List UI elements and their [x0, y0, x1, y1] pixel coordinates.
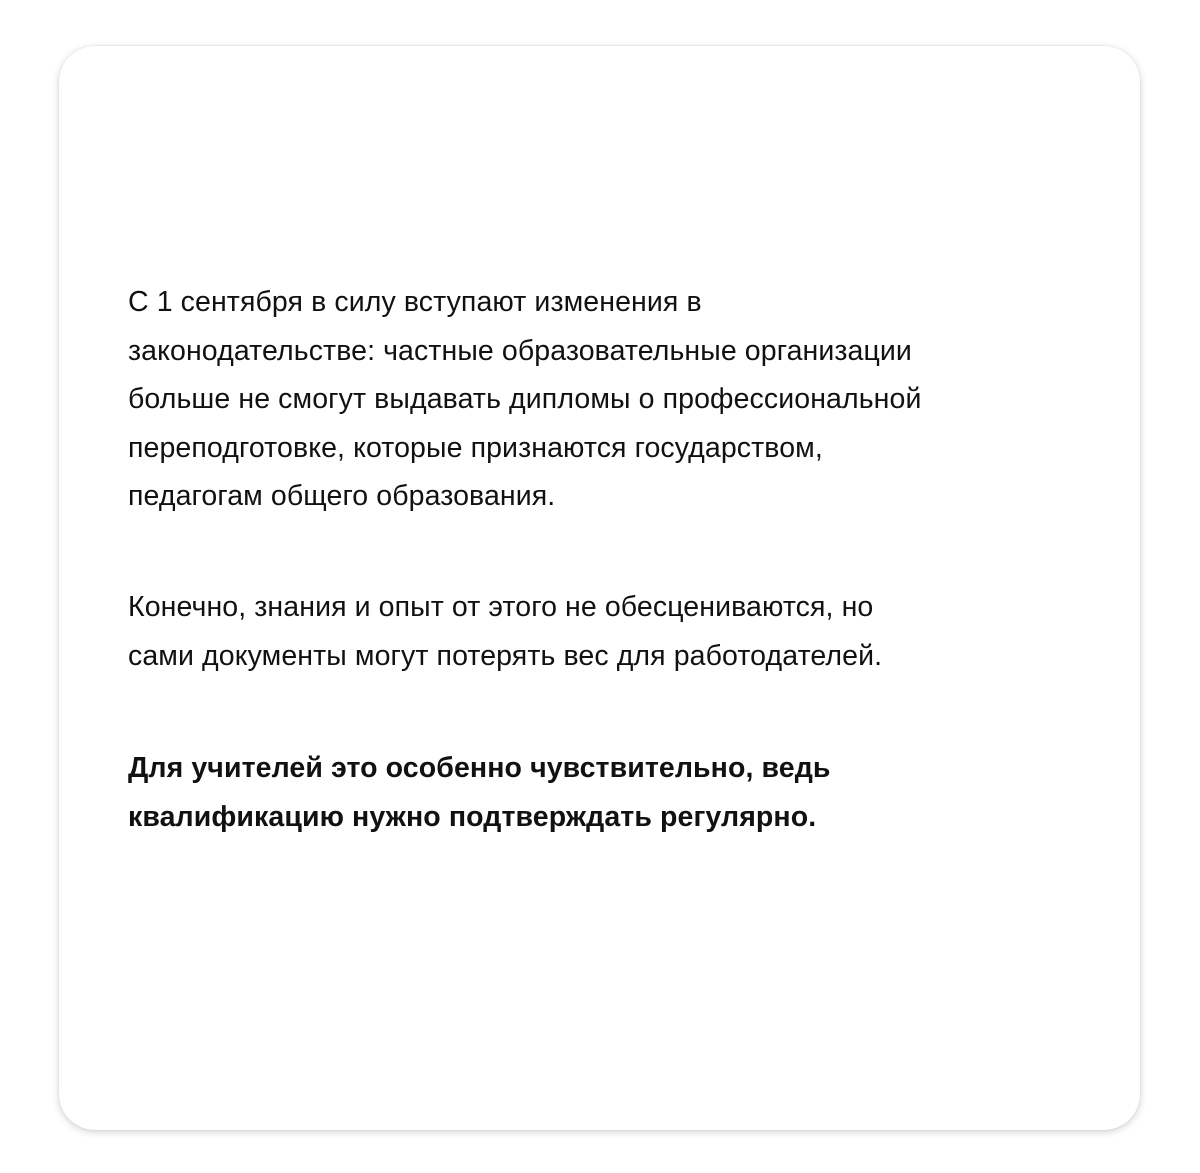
text-line: педагогам общего образования. [128, 480, 556, 512]
text-line: Для учителей это особенно чувствительно, ведь [128, 752, 831, 784]
text-line: переподготовке, которые признаются государством, [128, 431, 823, 464]
paragraph-law-change [128, 278, 921, 521]
text-line: сами документы могут потерять вес для работодателей. [128, 639, 883, 672]
text-line: законодательстве: частные образовательные организации [128, 334, 912, 367]
paragraph-teachers-emphasis [128, 744, 831, 841]
text-line: Конечно, знания и опыт от этого не обесцениваются, но [128, 591, 874, 623]
text-line: квалификацию нужно подтверждать регулярно. [128, 800, 817, 833]
paragraph-documents-value [128, 583, 882, 680]
content-card [59, 46, 1140, 1130]
text-line: больше не смогут выдавать дипломы о профессиональной [128, 383, 922, 415]
text-line: С 1 сентября в силу вступают изменения в [128, 286, 702, 318]
